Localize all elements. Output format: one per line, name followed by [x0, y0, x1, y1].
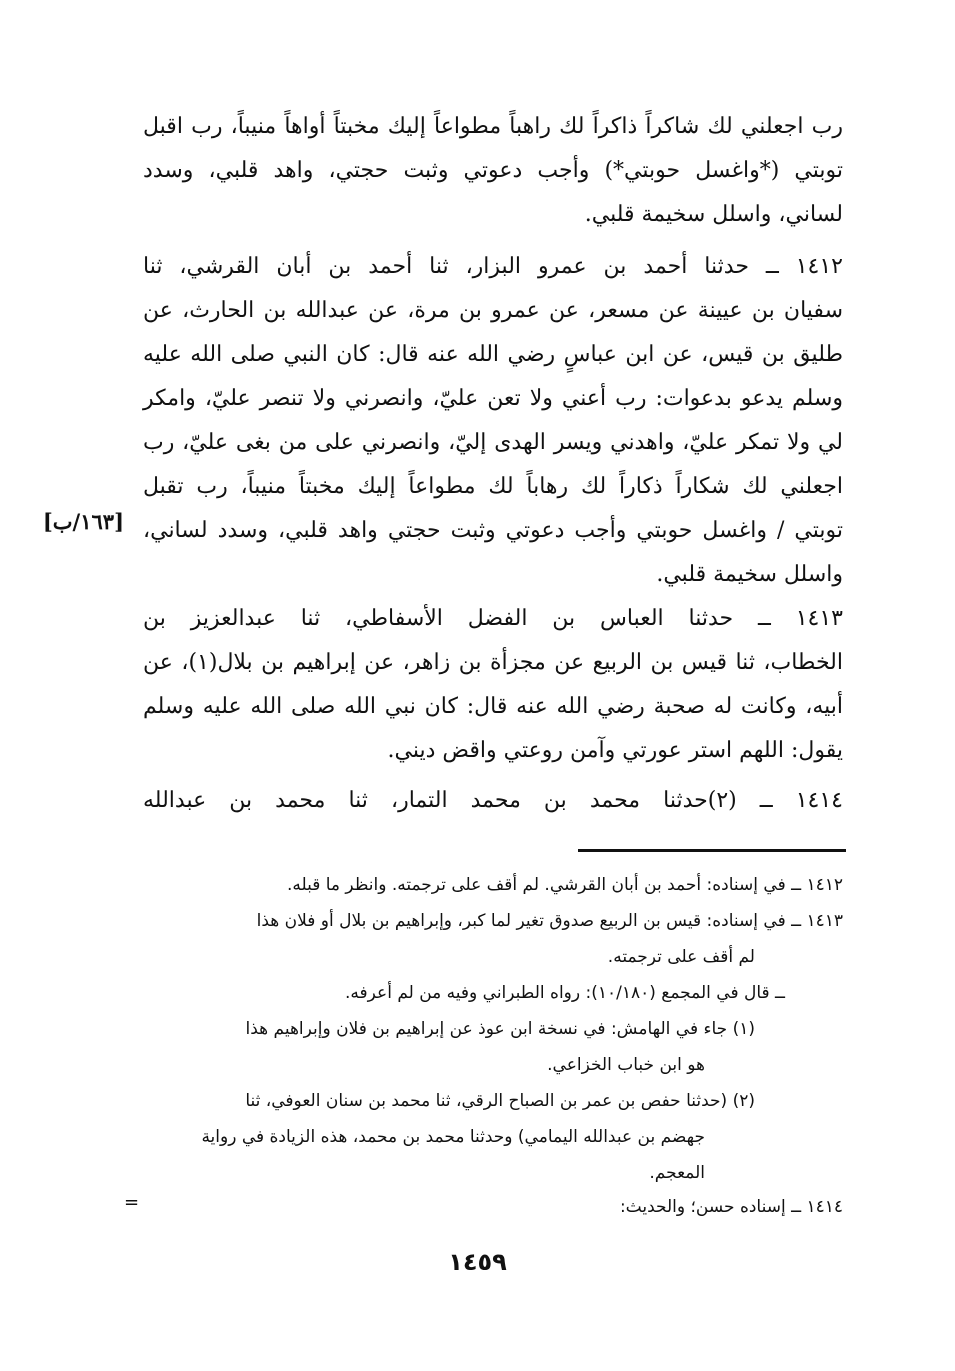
- footnote-separator: [578, 849, 846, 852]
- body-line: طليق بن قيس، عن ابن عباسٍ رضي الله عنه قال: كان النبي صلى الله عليه: [143, 342, 843, 367]
- footnote-line: لم أقف على ترجمته.: [607, 947, 755, 967]
- footnote-line: ١٤١٢ ــ في إسناده: أحمد بن أبان القرشي. لم أقف على ترجمته. وانظر ما قبله.: [286, 875, 843, 895]
- footnote-line: ١٤١٣ ــ في إسناده: قيس بن الربيع صدوق تغير لما كبر، وإبراهيم بن بلال أو فلان هذا: [256, 911, 843, 931]
- hadith-1414-heading: ١٤١٤ ــ (٢)حدثنا محمد بن محمد التمار، ثنا محمد بن عبدالله: [143, 788, 843, 813]
- body-line: وسلم يدعو بدعوات: رب أعني ولا تعن عليّ، وانصرني ولا تنصر عليّ، وامكر: [143, 386, 843, 411]
- hadith-1413-heading: ١٤١٣ ــ حدثنا العباس بن الفضل الأسفاطي، ثنا عبدالعزيز بن: [143, 606, 843, 631]
- footnote-line: (٢) (حدثنا حفص بن عمر بن الصباح الرقي، ثنا محمد بن سنان العوفي، ثنا: [245, 1091, 755, 1111]
- hadith-1412-heading: ١٤١٢ ــ حدثنا أحمد بن عمرو البزار، ثنا أحمد بن أبان القرشي، ثنا: [143, 254, 843, 279]
- body-line: الخطاب، ثنا قيس بن الربيع عن مجزأة بن زاهر، عن إبراهيم بن بلال(١)، عن: [143, 650, 843, 675]
- body-line: رب اجعلني لك شاكراً ذاكراً لك راهباً مطواعاً إليك مخبتاً أواهاً منيباً، رب اقبل: [143, 114, 843, 139]
- body-line: لساني، واسلل سخيمة قلبي.: [584, 202, 843, 227]
- body-line: لي ولا تمكر عليّ، واهدني ويسر الهدى إليّ، وانصرني على من بغى عليّ، رب: [143, 430, 843, 455]
- continuation-mark: =: [124, 1192, 140, 1213]
- body-line: سفيان بن عيينة عن مسعر، عن عمرو بن مرة، عن عبدالله بن الحارث، عن: [143, 298, 843, 323]
- body-line: اجعلني لك شكاراً ذكاراً لك رهاباً لك مطواعاً إليك مخبتاً منيباً، رب تقبل: [143, 474, 843, 499]
- body-line: واسلل سخيمة قلبي.: [656, 562, 843, 587]
- body-line: أبيه، وكانت له صحبة رضي الله عنه قال: كان نبي الله صلى الله عليه وسلم: [143, 694, 843, 719]
- footnote-line: ١٤١٤ ــ إسناده حسن؛ والحديث:: [619, 1197, 843, 1217]
- body-line: توبتي / واغسل حوبتي وأجب دعوتي وثبت حجتي واهد قلبي، وسدد لساني،: [143, 518, 843, 543]
- footnote-line: ــ قال في المجمع (١٠/١٨٠): رواه الطبراني وفيه من لم أعرفه.: [345, 983, 785, 1003]
- body-line: يقول: اللهم استر عورتي وآمن روعتي واقض ديني.: [387, 738, 843, 763]
- footnote-line: المعجم.: [649, 1163, 705, 1183]
- footnote-line: (١) جاء في الهامش: في نسخة ابن عوذ عن إبراهيم بن فلان وإبراهيم هذا: [245, 1019, 755, 1039]
- page-number: ١٤٥٩: [448, 1248, 507, 1276]
- body-line: توبتي (*واغسل حوبتي*) وأجب دعوتي وثبت حجتي، واهد قلبي، وسدد: [143, 158, 843, 183]
- footnote-line: هو ابن خباب الخزاعي.: [547, 1055, 705, 1075]
- folio-margin-note: [١٦٣/ب]: [42, 509, 124, 534]
- footnote-line: جهضم بن عبدالله اليمامي) وحدثنا محمد بن محمد، هذه الزيادة في رواية: [201, 1127, 705, 1147]
